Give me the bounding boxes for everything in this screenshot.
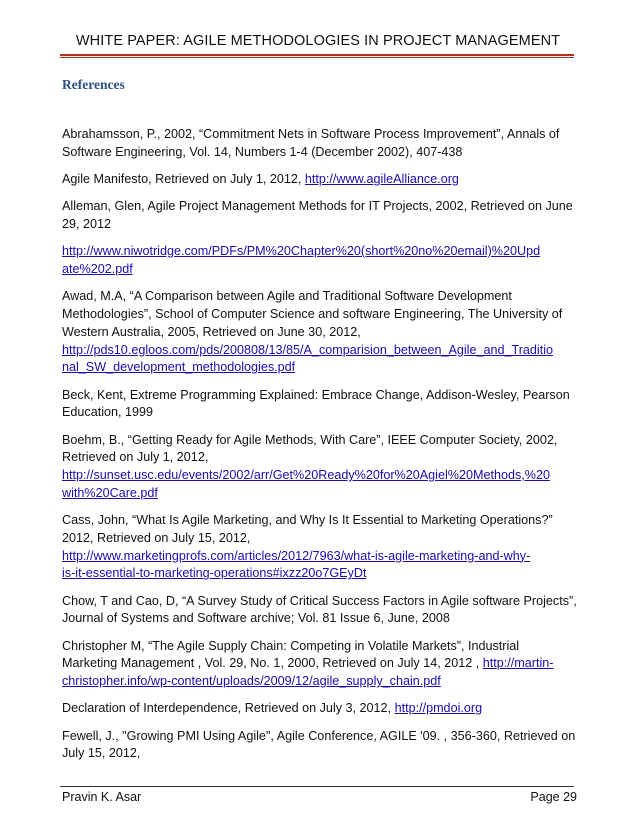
reference-declaration — [62, 700, 577, 718]
reference-text: Software Engineering, Vol. 14, Numbers 1-4 (December 2002), 407-438 — [62, 144, 463, 159]
reference-awad — [62, 288, 577, 377]
reference-link[interactable]: http://www.marketingprofs.com/articles/2012/7963/what-is-agile-marketing-and-why- — [62, 548, 531, 563]
reference-link[interactable]: with%20Care.pdf — [62, 485, 158, 500]
reference-fewell — [62, 728, 577, 764]
reference-text: Methodologies”, School of Computer Science and software Engineering, The University of — [62, 306, 563, 321]
reference-text: Christopher M, “The Agile Supply Chain: Competing in Volatile Markets”, Industrial — [62, 638, 520, 653]
reference-text: Marketing Management , Vol. 29, No. 1, 2000, Retrieved on July 14, 2012 , — [62, 656, 483, 671]
reference-abrahamsson — [62, 126, 577, 162]
reference-beck — [62, 387, 577, 423]
reference-link[interactable]: http://pds10.egloos.com/pds/200808/13/85/A_comparision_between_Agile_and_Traditio — [62, 342, 554, 357]
reference-text: Chow, T and Cao, D, “A Survey Study of Critical Success Factors in Agile software Projects”, — [62, 593, 577, 608]
reference-text: Western Australia, 2005, Retrieved on June 30, 2012, — [62, 324, 361, 339]
running-header: WHITE PAPER: AGILE METHODOLOGIES IN PROJECT MANAGEMENT — [75, 33, 561, 49]
reference-text: Boehm, B., “Getting Ready for Agile Methods, With Care”, IEEE Computer Society, 2002, — [62, 432, 558, 447]
reference-cass — [62, 512, 577, 583]
footer-page-number: Page 29 — [530, 790, 577, 804]
reference-link[interactable]: ate%202.pdf — [62, 261, 133, 276]
reference-link[interactable]: christopher.info/wp-content/uploads/2009/12/agile_supply_chain.pdf — [62, 674, 441, 689]
reference-list — [62, 126, 577, 773]
reference-chow — [62, 593, 577, 629]
reference-alleman — [62, 198, 577, 234]
reference-text: Retrieved on July 1, 2012, — [62, 450, 209, 465]
header-rule-thick — [60, 54, 574, 56]
reference-text: Abrahamsson, P., 2002, “Commitment Nets in Software Process Improvement”, Annals of — [62, 127, 560, 141]
reference-text: Education, 1999 — [62, 405, 154, 420]
reference-text: Beck, Kent, Extreme Programming Explained: Embrace Change, Addison-Wesley, Pearson — [62, 387, 570, 402]
reference-text: Awad, M.A, “A Comparison between Agile and Traditional Software Development — [62, 289, 512, 304]
reference-text: Declaration of Interdependence, Retrieved on July 3, 2012, — [62, 701, 395, 716]
reference-link[interactable]: nal_SW_development_methodologies.pdf — [62, 360, 296, 375]
reference-link[interactable]: http://sunset.usc.edu/events/2002/arr/Get%20Ready%20for%20Agiel%20Methods,%20 — [62, 468, 550, 483]
reference-link[interactable]: http://martin- — [482, 656, 554, 671]
reference-text: Alleman, Glen, Agile Project Management Methods for IT Projects, 2002, Retrieved on June — [62, 199, 573, 214]
reference-text: 2012, Retrieved on July 15, 2012, — [62, 530, 251, 545]
reference-alleman-url — [62, 243, 577, 279]
footer-rule — [60, 786, 574, 787]
section-title: References — [62, 77, 125, 92]
header-rule-thin — [60, 57, 574, 58]
reference-link[interactable]: http://pmdoi.org — [394, 701, 483, 716]
reference-boehm — [62, 432, 577, 503]
reference-link[interactable]: is-it-essential-to-marketing-operations#ixzz20o7GEyDt — [62, 566, 367, 581]
reference-christopher — [62, 638, 577, 691]
reference-text: 29, 2012 — [62, 216, 112, 231]
reference-text: Fewell, J., "Growing PMI Using Agile", Agile Conference, AGILE '09. , 356-360, Retrieved on — [62, 728, 576, 743]
reference-link[interactable]: http://www.niwotridge.com/PDFs/PM%20Chapter%20(short%20no%20email)%20Upd — [62, 244, 541, 259]
footer-author: Pravin K. Asar — [62, 790, 142, 804]
reference-text: July 15, 2012, — [62, 746, 141, 761]
reference-text: Journal of Systems and Software archive; Vol. 81 Issue 6, June, 2008 — [62, 611, 450, 626]
reference-text: Agile Manifesto, Retrieved on July 1, 2012, — [62, 171, 305, 186]
reference-link[interactable]: http://www.agileAlliance.org — [304, 171, 459, 186]
reference-agile-manifesto — [62, 171, 577, 189]
reference-text: Cass, John, “What Is Agile Marketing, and Why Is It Essential to Marketing Operations?” — [62, 513, 553, 528]
